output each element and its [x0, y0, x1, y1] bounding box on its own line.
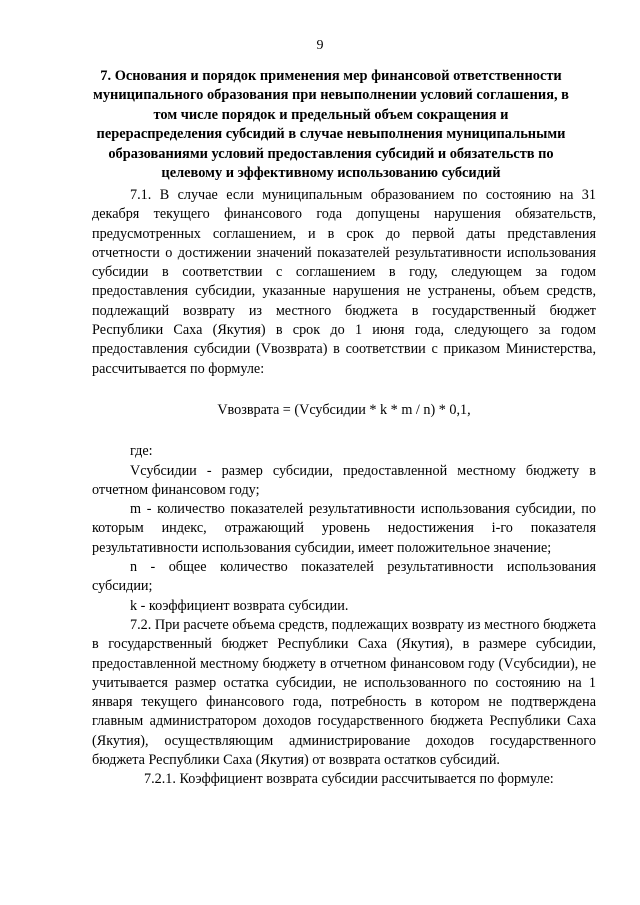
- definition-vsubsidy: Vсубсидии - размер субсидии, предоставленной местному бюджету в отчетном финансовом году;: [92, 462, 596, 498]
- paragraph-7-2: 7.2. При расчете объема средств, подлежащих возврату из местного бюджета в государственный бюджет Республики Саха (Якутия), в размере субсидии, предоставленной местному бюджету в отчетном финансовом году (Vсубсидии), не учитывается размер остатка субсидии, не использованного по состоянию на 1 января текущего финансового года, потребность в котором не подтверждена главным администратором доходов государственного бюджета Республики Саха (Якутия), осуществляющим администрирование доходов государственного бюджета Республики Саха (Якутия) от возврата остатков субсидий.: [92, 616, 596, 769]
- where-label: где:: [130, 443, 153, 460]
- page-number: 9: [316, 38, 324, 53]
- definition-n: n - общее количество показателей результативности использования субсидии;: [92, 559, 596, 595]
- formula-return-volume: Vвозврата = (Vсубсидии * k * m / n) * 0,1,: [217, 401, 471, 418]
- section-heading: 7. Основания и порядок применения мер финансовой ответственности муниципального образования при невыполнении условий соглашения, в том числе порядок и предельный объем сокращения и перераспределения субсидий в случае невыполнения муниципальными образованиями условий предоставления субсидий и обязательств по целевому и эффективному использованию субсидий: [93, 68, 569, 182]
- definition-k: k - коэффициент возврата субсидии.: [130, 597, 349, 614]
- document-body: [92, 186, 596, 790]
- paragraph-7-1: 7.1. В случае если муниципальным образованием по состоянию на 31 декабря текущего финансового года допущены нарушения обязательств, предусмотренных соглашением, и в срок до первой даты представления отчетности о достижении значений показателей результативности использования субсидии в соответствии с соглашением в году, следующем за годом предоставления субсидии, указанные нарушения не устранены, объем средств, подлежащий возврату из местного бюджета в государственный бюджет Республики Саха (Якутия) в срок до 1 июня года, следующего за годом предоставления субсидии (Vвозврата) в соответствии с приказом Министерства, рассчитывается по формуле:: [92, 187, 596, 377]
- paragraph-7-2-1: 7.2.1. Коэффициент возврата субсидии рассчитывается по формуле:: [144, 771, 554, 788]
- definition-m: m - количество показателей результативности использования субсидии, по которым индекс, отражающий уровень недостижения i-го показателя результативности использования субсидии, имеет положительное значение;: [92, 501, 596, 556]
